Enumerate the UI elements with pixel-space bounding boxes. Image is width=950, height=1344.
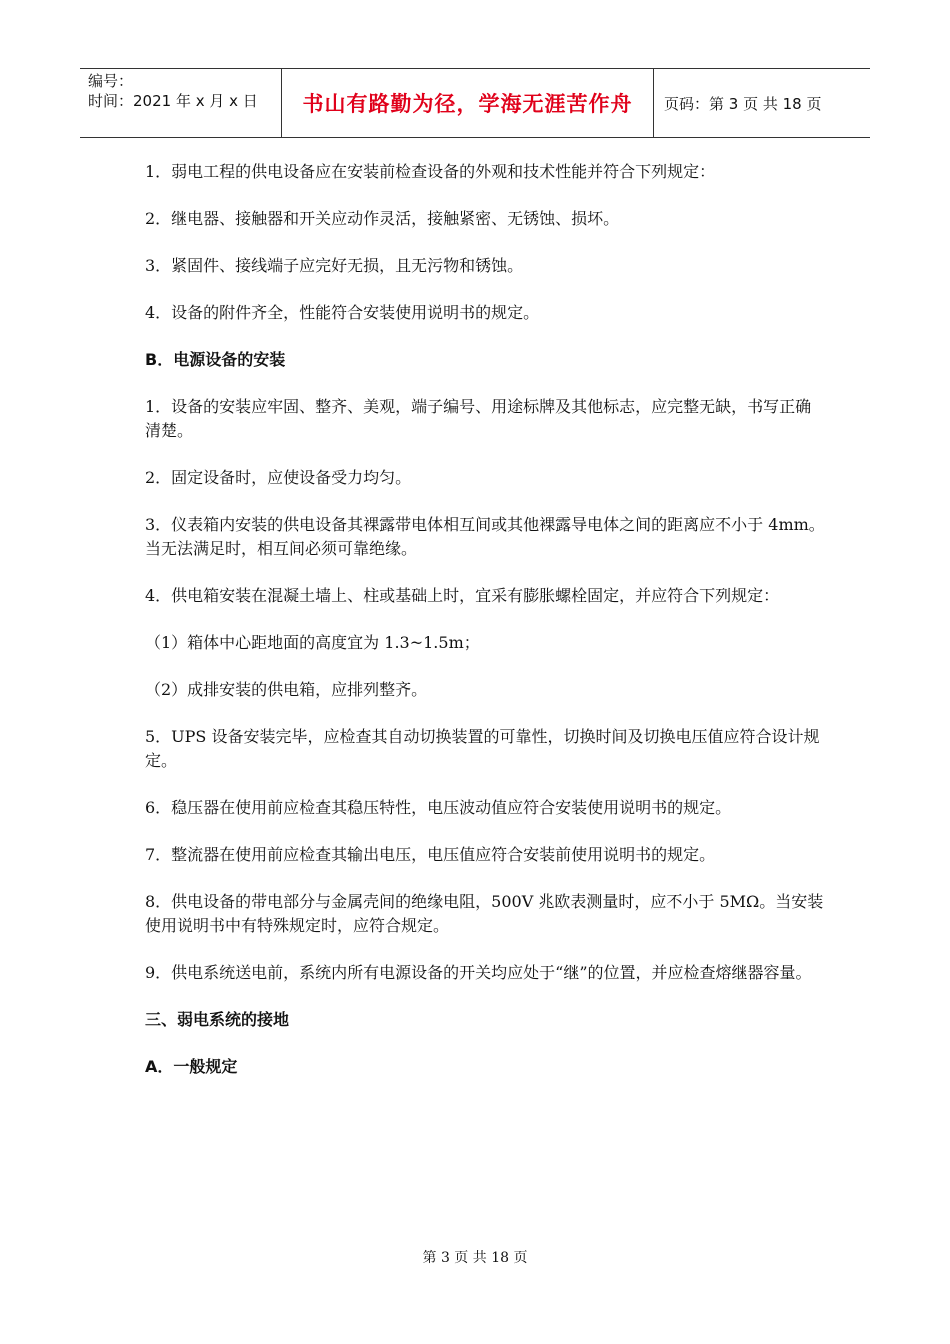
- document-date: 时间：2021 年 x 月 x 日: [88, 92, 258, 110]
- page-header: [80, 68, 870, 138]
- body-paragraph: 6．稳压器在使用前应检查其稳压特性，电压波动值应符合安装使用说明书的规定。: [145, 798, 732, 817]
- body-paragraph: 3．紧固件、接线端子应完好无损，且无污物和锈蚀。: [145, 256, 524, 275]
- page-footer: 第 3 页 共 18 页: [422, 1250, 528, 1266]
- body-paragraph: （1）箱体中心距地面的高度宜为 1.3~1.5m；: [145, 633, 480, 652]
- body-paragraph: 9．供电系统送电前，系统内所有电源设备的开关均应处于“继”的位置，并应检查熔继器容量。: [145, 963, 812, 982]
- body-paragraph: 7．整流器在使用前应检查其输出电压，电压值应符合安装前使用说明书的规定。: [145, 845, 716, 864]
- header-page-info: 页码：第 3 页 共 18 页: [664, 94, 822, 113]
- body-paragraph: （2）成排安装的供电箱，应排列整齐。: [145, 680, 428, 699]
- section-heading: A．一般规定: [145, 1057, 238, 1076]
- body-paragraph: 2．继电器、接触器和开关应动作灵活，接触紧密、无锈蚀、损坏。: [145, 209, 620, 228]
- body-paragraph: 3．仪表箱内安装的供电设备其裸露带电体相互间或其他裸露导电体之间的距离应不小于 4mm。当无法满足时，相互间必须可靠绝缘。: [145, 515, 825, 558]
- body-paragraph: 1．弱电工程的供电设备应在安装前检查设备的外观和技术性能并符合下列规定：: [145, 162, 716, 181]
- section-heading: B．电源设备的安装: [145, 350, 286, 369]
- body-paragraph: 4．设备的附件齐全，性能符合安装使用说明书的规定。: [145, 303, 540, 322]
- header-motto: 书山有路勤为径，学海无涯苦作舟: [282, 69, 654, 137]
- document-body: [145, 160, 825, 1102]
- section-heading: 三、弱电系统的接地: [145, 1010, 290, 1029]
- body-paragraph: 8．供电设备的带电部分与金属壳间的绝缘电阻，500V 兆欧表测量时，应不小于 5MΩ。当安装使用说明书中有特殊规定时，应符合规定。: [145, 892, 824, 935]
- header-meta: [80, 69, 282, 137]
- body-paragraph: 1．设备的安装应牢固、整齐、美观，端子编号、用途标牌及其他标志，应完整无缺，书写正确清楚。: [145, 397, 812, 440]
- body-paragraph: 2．固定设备时，应使设备受力均匀。: [145, 468, 412, 487]
- body-paragraph: 5．UPS 设备安装完毕，应检查其自动切换装置的可靠性，切换时间及切换电压值应符合设计规定。: [145, 727, 820, 770]
- body-paragraph: 4．供电箱安装在混凝土墙上、柱或基础上时，宜采有膨胀螺栓固定，并应符合下列规定：: [145, 586, 780, 605]
- document-number-label: 编号：: [88, 72, 134, 90]
